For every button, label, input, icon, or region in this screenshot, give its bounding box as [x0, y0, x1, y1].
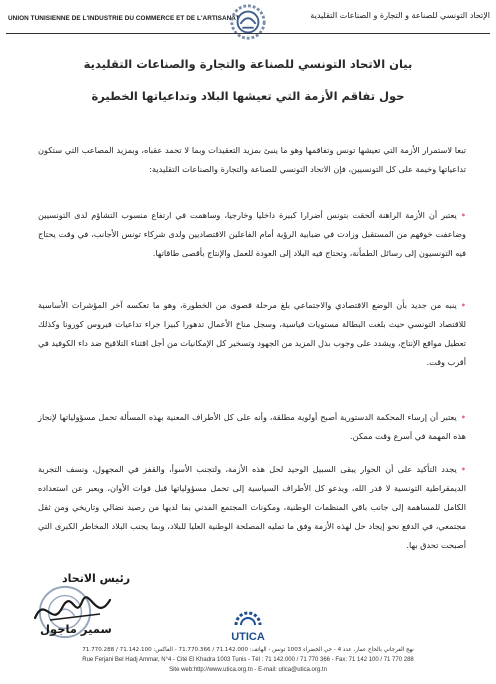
statement-text: يجدد التأكيد على أن الحوار يبقى السبيل الوحيد لحل هذه الأزمة، ولتجنب الأسوأ، والقفز في المجهول، ونسف التجربة الديمقراطية التونسية لا قدر الله، ويدعو كل الأطراف السياسية إلى تحمل مسؤولياتها قبل فوات الأوان، ويعبر عن استعداده الكامل للمساهمة إلى جانب باقي المنظمات الوطنية، ومكونات المجتمع المدني بما لديها من رصيد نضالي وتاريخي ومن ثقل مجتمعي، في الدفع نحو إيجاد حل لهذه الأزمة وفق ما تمليه المصلحة الوطنية العليا للبلاد، وبما يجنب البلاد المخاطر الكبرى التي أصبحت تحدق بها. [38, 464, 466, 550]
bullet-icon: • [460, 464, 466, 474]
org-name-arabic: الإتحاد التونسي للصناعة و التجارة و الصناعات التقليدية [310, 11, 490, 20]
footer-contact: Site web:http://www.utica.org.tn - E-mail: utica@utica.org.tn [169, 667, 327, 673]
intro-paragraph [38, 141, 466, 179]
document-title: بيان الاتحاد التونسي للصناعة والتجارة والصناعات التقليدية [83, 57, 413, 71]
utica-logo-icon [229, 3, 267, 41]
document-subtitle: حول تفاقم الأزمة التي تعيشها البلاد وتداعياتها الخطيرة [91, 89, 405, 103]
signatory-title: رئيس الاتحاد [62, 572, 131, 585]
intro-text: تبعا لاستمرار الأزمة التي تعيشها تونس وتفاقمها وهو ما ينبئ بمزيد التعقيدات وبما لا تحمد عقباه، وبمزيد المصاعب التي ستكون تداعياتها وخيمة على كل التونسيين، فإن الاتحاد التونسي للصناعة والتجارة والصناعات التقليدية: [38, 145, 466, 174]
statement-text: يعتبر أن إرساء المحكمة الدستورية أصبح أولوية مطلقة، وأنه على كل الأطراف المعنية بهذه المسألة تحمل مسؤولياتها لإنجاز هذه المهمة في أسرع وقت ممكن. [38, 412, 466, 441]
statement-point-1 [38, 206, 466, 263]
bullet-icon: • [460, 412, 466, 422]
statement-point-2 [38, 296, 466, 372]
footer-brand: UTICA [231, 631, 265, 643]
footer-logo-icon [232, 605, 264, 629]
org-name-french: UNION TUNISIENNE DE L'INDUSTRIE DU COMMERCE ET DE L'ARTISANAT [8, 15, 240, 22]
footer-address-french: Rue Ferjani Bel Hadj Ammar, N°4 - Cité El Khadra 1003 Tunis - Tél : 71 142.000 / 71 770 366 - Fax: 71 142 100 / 71 770 288 [82, 657, 414, 663]
bullet-icon: • [460, 210, 466, 220]
footer-address-arabic: نهج الفرجاني بالحاج عمار، عدد 4 - حي الخضراء 1003 تونس - الهاتف: 71.142.000 / 71.770.366 - الفاكس: 71.142.100 / 71.770.288 [82, 647, 414, 653]
signatory-name: سمير ماجول [40, 622, 112, 636]
statement-text: يعتبر أن الأزمة الراهنة ألحقت بتونس أضرارا كبيرة داخليا وخارجيا، وساهمت في ارتفاع منسوب التشاؤم لدى التونسيين وضاعفت خوفهم من المستقبل وزادت في ضبابية الرؤية أمام الفاعلين الاقتصاديين ولدى شركاء تونس الأجانب، في وقت يحتاج فيه التونسيون إلى رسائل الطمأنة، وتحتاج فيه البلاد إلى العودة للعمل والإنتاج بأقصى طاقاتها. [38, 210, 466, 258]
statement-text: ينبه من جديد بأن الوضع الاقتصادي والاجتماعي بلغ مرحلة قصوى من الخطورة، وهو ما تعكسه آخر المؤشرات الأساسية للاقتصاد التونسي حيث بلغت البطالة مستويات قياسية، وسجل مناخ الأعمال تدهورا كبيرا جراء تداعيات فيروس كورونا وكذلك تعطيل مواقع الإنتاج، ويشدد على وجوب بذل المزيد من الجهود وتسخير كل الإمكانيات من أجل اقتناء التلاقيح ضد داء الكوفيد في أقرب وقت. [38, 300, 466, 367]
statement-point-4 [38, 460, 466, 555]
header-divider [6, 33, 490, 34]
statement-point-3 [38, 408, 466, 446]
bullet-icon: • [460, 300, 466, 310]
